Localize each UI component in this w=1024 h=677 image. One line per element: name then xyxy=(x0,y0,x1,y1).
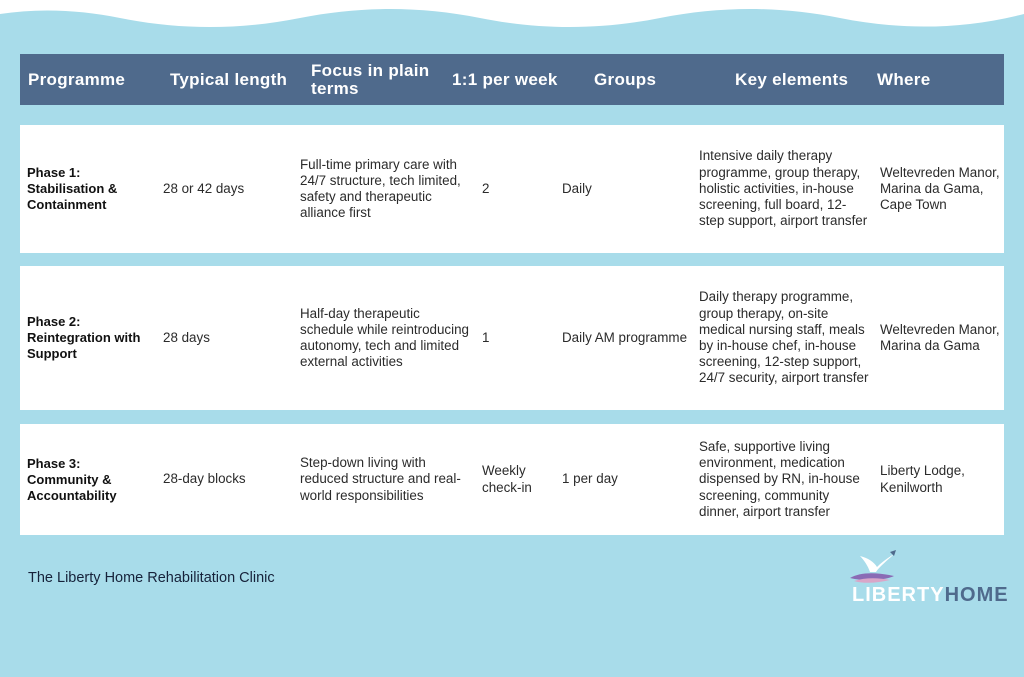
focus-cell: Full-time primary care with 24/7 structure, tech limited, safety and therapeutic alliance first xyxy=(300,156,461,221)
one-to-one-cell: 2 xyxy=(482,180,490,196)
liberty-home-logo xyxy=(846,550,1009,610)
length-cell: 28 or 42 days xyxy=(163,180,245,196)
one-to-one-cell: 1 xyxy=(482,329,490,345)
top-wave-decoration xyxy=(0,0,1024,40)
table-row xyxy=(20,424,1004,535)
table-header xyxy=(20,54,1004,105)
where-cell: Weltevreden Manor, Marina da Gama xyxy=(880,321,1000,353)
header-typical-length: Typical length xyxy=(170,69,288,89)
bird-icon xyxy=(846,550,906,586)
programme-cell: Phase 1: Stabilisation & Containment xyxy=(27,165,118,212)
logo-wordmark xyxy=(852,584,1009,607)
header-focus: Focus in plain terms xyxy=(311,60,430,98)
table-row xyxy=(20,125,1004,253)
where-cell: Weltevreden Manor, Marina da Gama, Cape Town xyxy=(880,164,1000,213)
header-where: Where xyxy=(877,69,931,89)
key-elements-cell: Daily therapy programme, group therapy, on-site medical nursing staff, meals by in-house chef, in-house screening, 12-step support, 24/7 security, airport transfer xyxy=(699,289,869,386)
key-elements-cell: Safe, supportive living environment, medication dispensed by RN, in-house screening, community dinner, airport transfer xyxy=(699,438,860,519)
groups-cell: Daily xyxy=(562,180,592,196)
groups-cell: 1 per day xyxy=(562,471,618,487)
length-cell: 28 days xyxy=(163,329,210,345)
groups-cell: Daily AM programme xyxy=(562,329,688,345)
header-groups: Groups xyxy=(594,69,657,89)
logo-word-liberty: LIBERTY xyxy=(852,584,945,606)
one-to-one-cell: Weekly check-in xyxy=(482,463,532,495)
programme-cell: Phase 2: Reintegration with Support xyxy=(27,314,141,361)
table-row xyxy=(20,266,1004,410)
focus-cell: Half-day therapeutic schedule while reintroducing autonomy, tech and limited external activities xyxy=(300,305,469,370)
length-cell: 28-day blocks xyxy=(163,471,246,487)
logo-word-home: HOME xyxy=(944,584,1009,606)
programme-cell: Phase 3: Community & Accountability xyxy=(27,455,117,503)
focus-cell: Step-down living with reduced structure and real-world responsibilities xyxy=(300,455,461,503)
where-cell: Liberty Lodge, Kenilworth xyxy=(880,463,965,495)
clinic-name: The Liberty Home Rehabilitation Clinic xyxy=(28,570,275,586)
key-elements-cell: Intensive daily therapy programme, group therapy, holistic activities, in-house screening, full board, 12-step support, airport transfer xyxy=(699,148,868,229)
header-key-elements: Key elements xyxy=(735,69,849,89)
header-programme: Programme xyxy=(28,69,126,89)
header-one-to-one: 1:1 per week xyxy=(452,69,558,89)
